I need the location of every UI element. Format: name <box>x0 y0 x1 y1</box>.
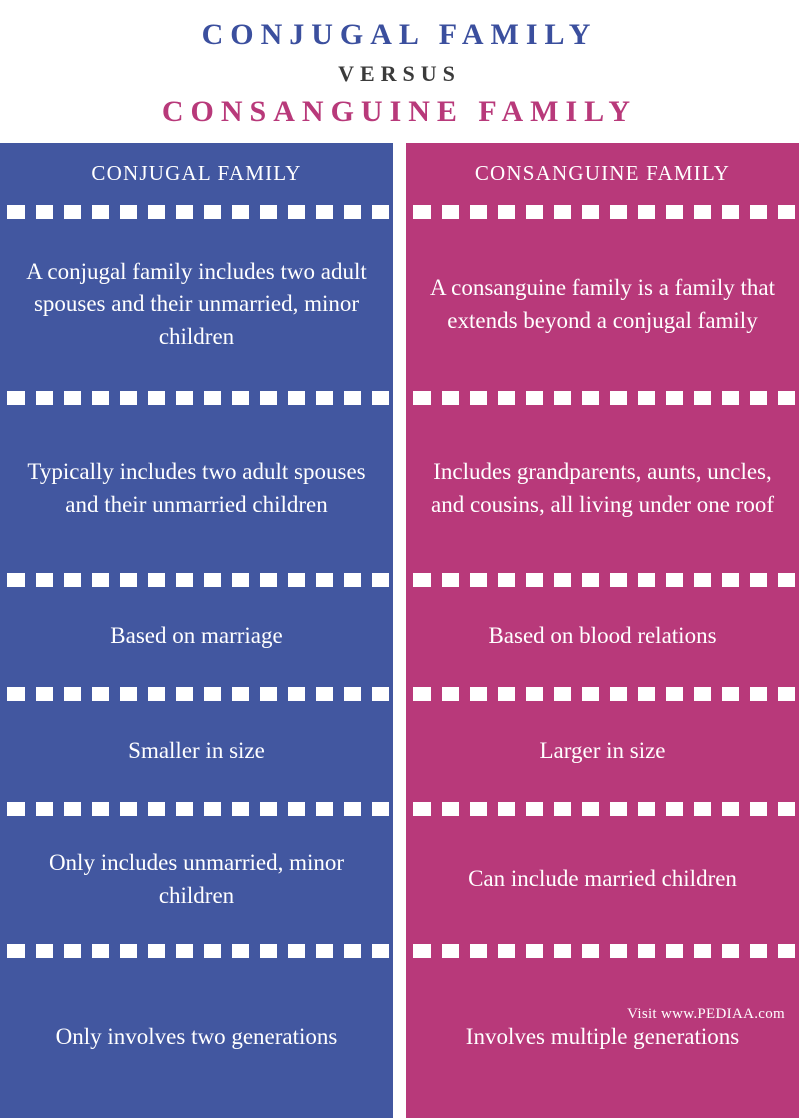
row-divider <box>0 205 393 219</box>
right-row-2: Includes grandparents, aunts, uncles, and cousins, all living under one roof <box>430 458 774 517</box>
title-conjugal-family: CONJUGAL FAMILY <box>201 18 598 51</box>
source-credit: Visit www.PEDIAA.com <box>627 1006 785 1022</box>
column-consanguine-family <box>406 143 799 1118</box>
right-row-5: Can include married children <box>468 866 737 892</box>
row-divider <box>406 944 799 958</box>
row-divider <box>406 573 799 587</box>
row-divider <box>0 391 393 405</box>
row-divider <box>406 802 799 816</box>
row-divider <box>0 573 393 587</box>
infographic-header <box>0 0 799 131</box>
row-divider <box>406 391 799 405</box>
row-divider <box>0 802 393 816</box>
right-row-6: Involves multiple generations <box>465 1024 740 1050</box>
row-divider <box>0 687 393 701</box>
comparison-table <box>0 143 799 1118</box>
title-consanguine-family: CONSANGUINE FAMILY <box>161 95 638 128</box>
left-row-3: Based on marriage <box>110 623 283 649</box>
column-header-left: CONJUGAL FAMILY <box>91 160 302 185</box>
column-header-right: CONSANGUINE FAMILY <box>474 160 731 185</box>
right-row-3: Based on blood relations <box>488 623 717 649</box>
left-row-2: Typically includes two adult spouses and their unmarried children <box>27 458 366 517</box>
right-row-4: Larger in size <box>539 737 666 763</box>
left-row-4: Smaller in size <box>128 737 265 763</box>
title-versus: VERSUS <box>338 60 461 86</box>
row-divider <box>0 944 393 958</box>
left-row-5: Only includes unmarried, minor children <box>48 849 345 908</box>
column-conjugal-family <box>0 143 393 1118</box>
left-row-1: A conjugal family includes two adult spouses and their unmarried, minor children <box>26 258 367 349</box>
row-divider <box>406 205 799 219</box>
right-row-1: A consanguine family is a family that extends beyond a conjugal family <box>430 274 775 333</box>
row-divider <box>406 687 799 701</box>
left-row-6: Only involves two generations <box>55 1024 338 1050</box>
